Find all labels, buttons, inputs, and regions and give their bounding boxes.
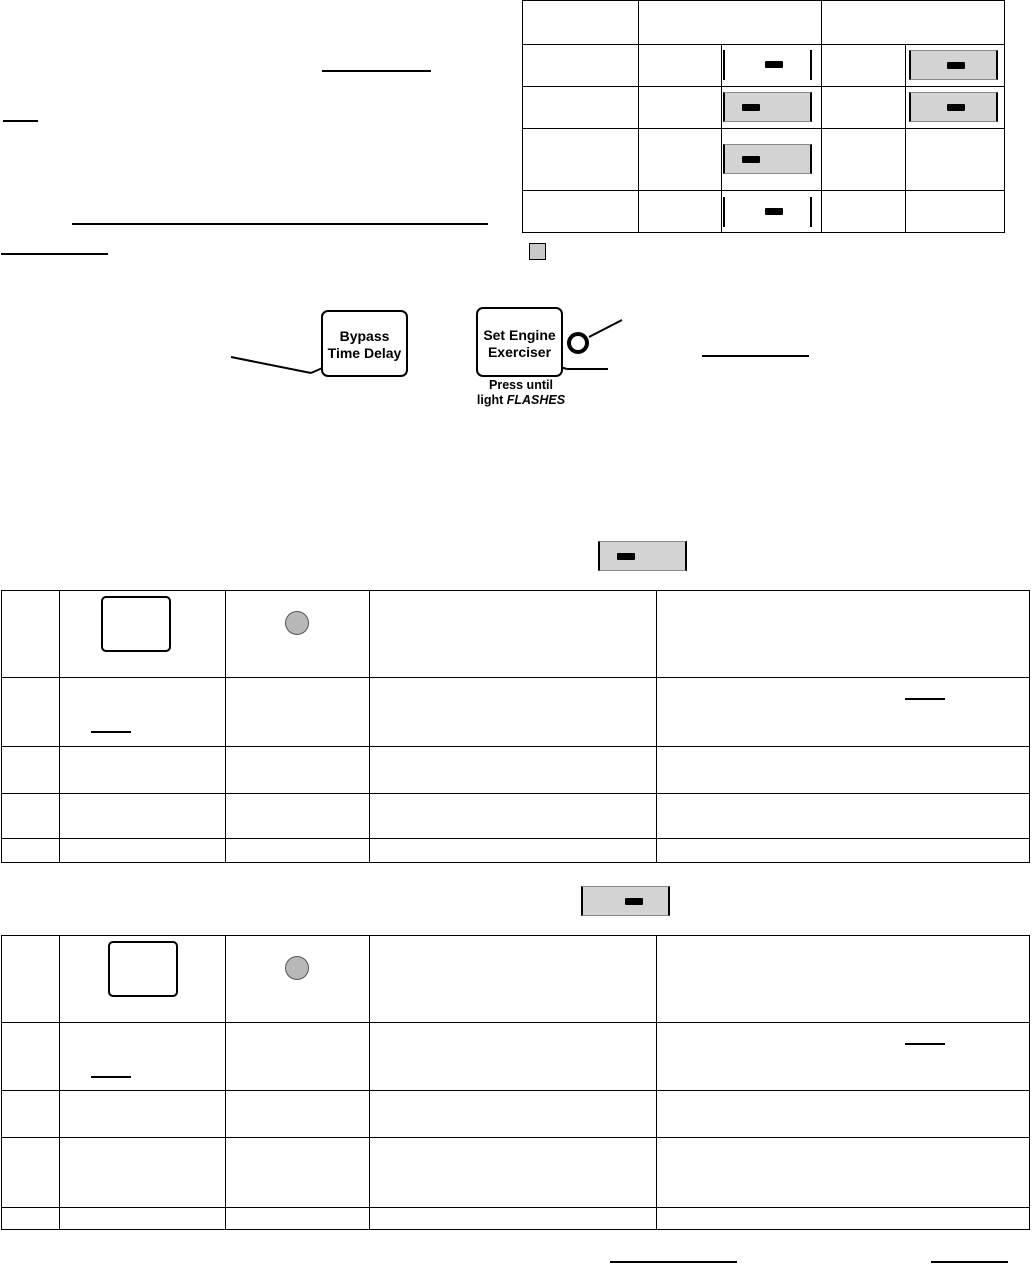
caption-line2 [464,393,578,408]
underline-blank-7 [931,1261,1008,1263]
switch-knob [617,553,635,560]
light-symbol-header [285,956,309,980]
table-row [2,794,1030,839]
procedure-table-b [1,935,1030,1230]
table-header-row [2,591,1030,678]
underline-blank-6 [610,1261,737,1263]
caption-line2-prefix: light [476,393,507,407]
exerciser-label-line2: Exerciser [487,344,552,360]
bypass-label-line2: Time Delay [327,345,402,361]
procedure-table-a [1,590,1030,863]
table-row [2,747,1030,794]
button-symbol-header [101,596,171,652]
light-symbol-header [285,611,309,635]
bypass-time-delay-button[interactable] [321,310,408,377]
table-row [2,678,1030,747]
bypass-label-line1: Bypass [339,328,390,344]
table-row [2,839,1030,863]
set-engine-exerciser-button[interactable] [476,307,563,377]
switch-knob [625,898,643,905]
exerciser-caption [464,378,578,408]
caption-line2-emphasis: FLASHES [506,393,566,407]
caption-line1: Press until [489,378,553,392]
exerciser-label-line1: Set Engine [483,327,556,343]
table-row [2,1138,1030,1208]
table-row [2,1208,1030,1230]
exerciser-light-indicator [567,332,589,354]
table-header-row [2,936,1030,1023]
underline-cell [905,1043,945,1045]
table-row [2,1091,1030,1138]
button-symbol-header [108,941,178,997]
table-row [2,1023,1030,1091]
section-a-switch-indicator [598,541,687,571]
underline-cell [91,731,131,733]
underline-cell [905,698,945,700]
underline-cell [91,1076,131,1078]
section-b-switch-indicator [581,886,670,916]
underline-blank-5 [702,355,809,357]
